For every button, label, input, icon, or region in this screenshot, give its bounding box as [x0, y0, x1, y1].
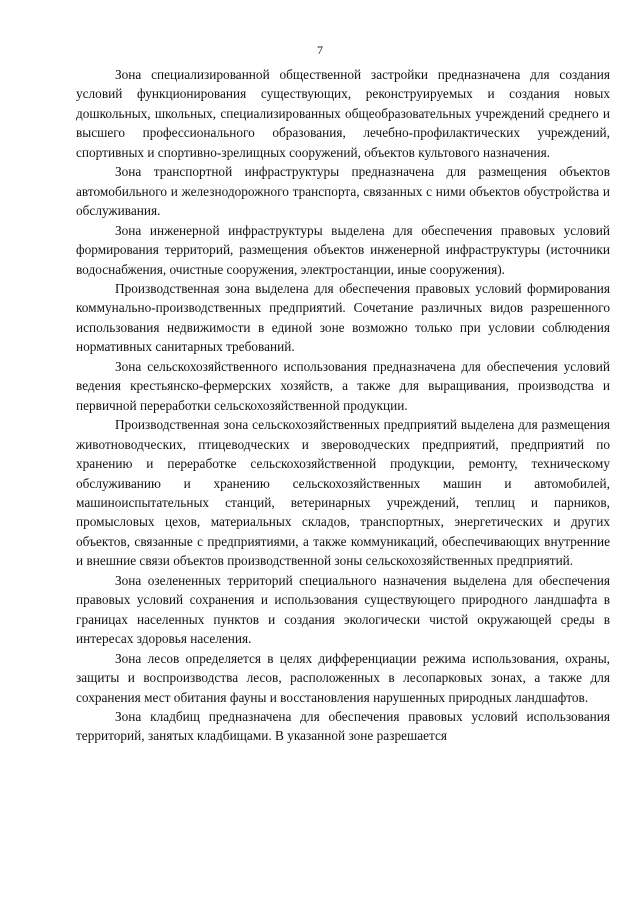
paragraph-agricultural-enterprises-zone: Производственная зона сельскохозяйственных предприятий выделена для размещения животноводческих, птицеводческих и звероводческих предприятий, предприятий по хранению и переработке сельскохозяйственной продукции, ремонту, техническому обслуживанию и хранению сельскохозяйственных машин и автомобилей, машиноиспытательных станций, ветеринарных учреждений, теплиц и парников, промысловых цехов, материальных складов, транспортных, энергетических и других объектов, связанные с предприятиями, а также коммуникаций, обеспечивающих внутренние и внешние связи объектов производственной зоны сельскохозяйственных предприятий.: [76, 417, 610, 569]
paragraph-production-zone: Производственная зона выделена для обеспечения правовых условий формирования коммунально-производственных предприятий. Сочетание различных видов разрешенного использования недвижимости в единой зоне возможно только при условии соблюдения нормативных санитарных требований.: [76, 280, 610, 355]
paragraph-forest-zone: Зона лесов определяется в целях дифференциации режима использования, охраны, защиты и воспроизводства лесов, расположенных в лесопарковых зонах, а также для сохранения мест обитания фауны и восстановления нарушенных природных ландшафтов.: [76, 650, 610, 705]
paragraph-engineering-zone: Зона инженерной инфраструктуры выделена для обеспечения правовых условий формирования территорий, размещения объектов инженерной инфраструктуры (источники водоснабжения, очистные сооружения, электростанции, иные сооружения).: [76, 222, 610, 277]
document-body: [76, 65, 610, 746]
paragraph-public-buildings-zone: Зона специализированной общественной застройки предназначена для создания условий функционирования существующих, реконструируемых и создания новых дошкольных, школьных, специализированных общеобразовательных учреждений среднего и высшего профессионального образования, лечебно-профилактических учреждений, спортивных и спортивно-зрелищных сооружений, объектов культового назначения.: [76, 67, 610, 160]
paragraph-transport-zone: Зона транспортной инфраструктуры предназначена для размещения объектов автомобильного и железнодорожного транспорта, связанных с ними объектов обустройства и обслуживания.: [76, 164, 610, 219]
paragraph-agricultural-use-zone: Зона сельскохозяйственного использования предназначена для обеспечения условий ведения крестьянско-фермерских хозяйств, а также для выращивания, производства и первичной переработки сельскохозяйственной продукции.: [76, 358, 610, 413]
paragraph-cemetery-zone: Зона кладбищ предназначена для обеспечения правовых условий использования территорий, занятых кладбищами. В указанной зоне разрешается: [76, 708, 610, 744]
paragraph-special-greenery-zone: Зона озелененных территорий специального назначения выделена для обеспечения правовых условий сохранения и использования существующего природного ландшафта в границах населенных пунктов и создания экологически чистой окружающей среды в интересах здоровья населения.: [76, 572, 610, 647]
page-number: 7: [317, 43, 323, 57]
